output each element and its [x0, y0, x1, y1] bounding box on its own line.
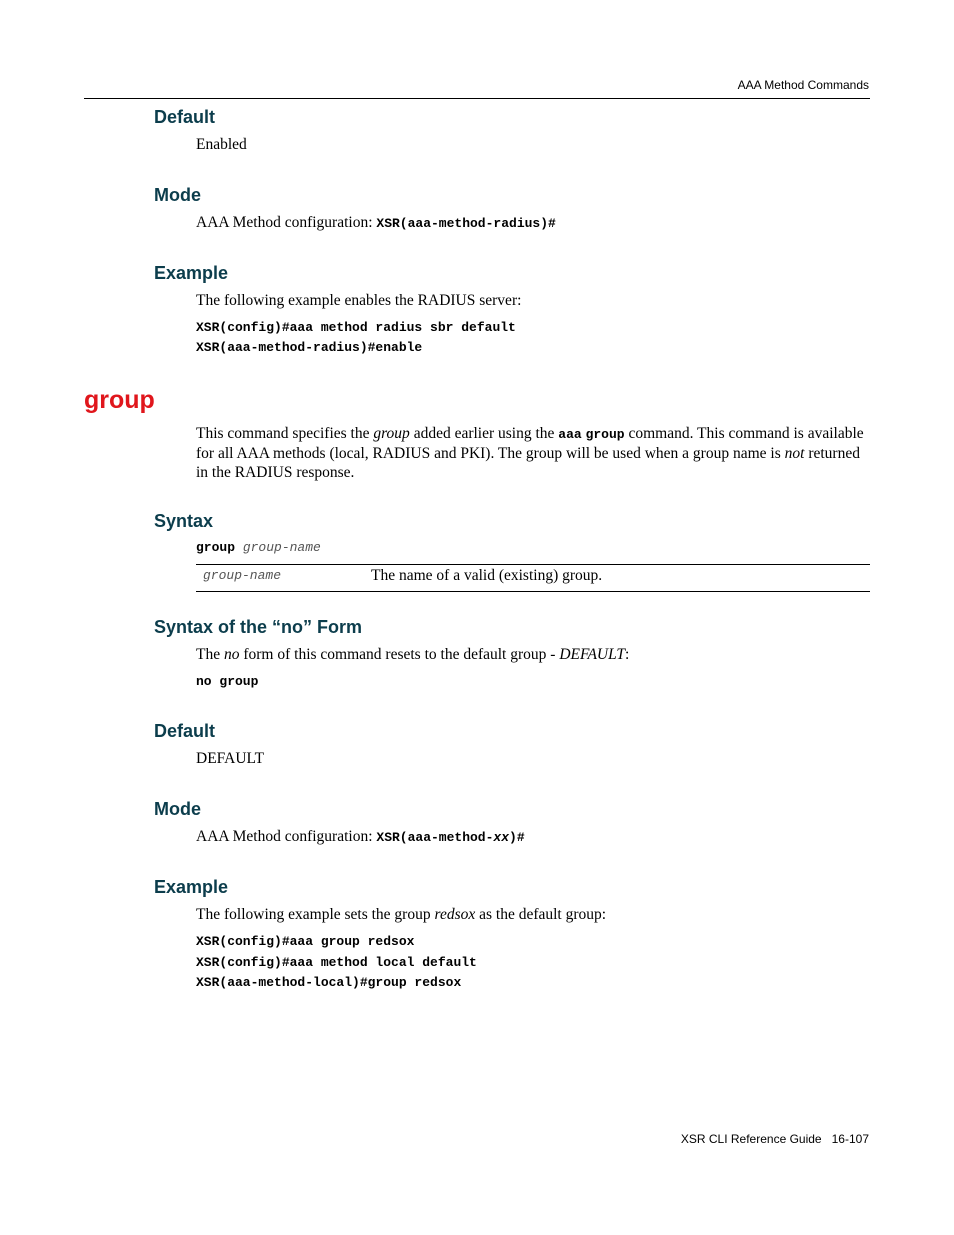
- syntax-heading: Syntax: [154, 511, 214, 531]
- example-text: The following example sets the group redsox as the default group:: [196, 906, 607, 923]
- code-line: XSR(config)#aaa method local default: [196, 955, 477, 970]
- page-footer: [681, 1132, 869, 1146]
- syntax-line: group group-name: [196, 540, 321, 555]
- no-form-heading: Syntax of the “no” Form: [154, 617, 363, 637]
- example-heading: Example: [154, 877, 229, 897]
- default-value: DEFAULT: [196, 750, 265, 767]
- example-text: The following example enables the RADIUS server:: [196, 292, 522, 309]
- parameter-description: The name of a valid (existing) group.: [371, 567, 603, 584]
- command-title: group: [84, 386, 155, 414]
- no-form-code: no group: [196, 674, 259, 689]
- parameter-table: [196, 564, 870, 592]
- mode-prompt: XSR(aaa-method-xx)#: [376, 830, 525, 845]
- code-line: XSR(config)#aaa method radius sbr default: [196, 320, 516, 335]
- parameter-name: group-name: [203, 568, 282, 583]
- running-header: AAA Method Commands: [737, 78, 869, 92]
- code-line: XSR(aaa-method-local)#group redsox: [196, 975, 462, 990]
- example-heading: Example: [154, 263, 229, 283]
- mode-heading: Mode: [154, 799, 201, 819]
- header-rule: [84, 98, 870, 99]
- mode-prompt: XSR(aaa-method-radius)#: [376, 216, 556, 231]
- mode-heading: Mode: [154, 185, 201, 205]
- code-line: XSR(aaa-method-radius)#enable: [196, 340, 423, 355]
- page-number: 16-107: [831, 1132, 869, 1146]
- no-form-text: The no form of this command resets to the default group - DEFAULT:: [196, 646, 630, 663]
- default-heading: Default: [154, 107, 216, 127]
- mode-text: AAA Method configuration: XSR(aaa-method-radius)#: [196, 214, 556, 231]
- mode-text: AAA Method configuration: XSR(aaa-method-xx)#: [196, 828, 525, 845]
- default-heading: Default: [154, 721, 216, 741]
- guide-title: XSR CLI Reference Guide: [680, 1132, 822, 1146]
- default-value: Enabled: [196, 136, 247, 153]
- command-description: This command specifies the group added earlier using the aaa group command. This command is available for all AAA methods (local, RADIUS and PKI). The group will be used when a group name is not returned in the RADIUS response.: [196, 425, 864, 481]
- code-line: XSR(config)#aaa group redsox: [196, 934, 415, 949]
